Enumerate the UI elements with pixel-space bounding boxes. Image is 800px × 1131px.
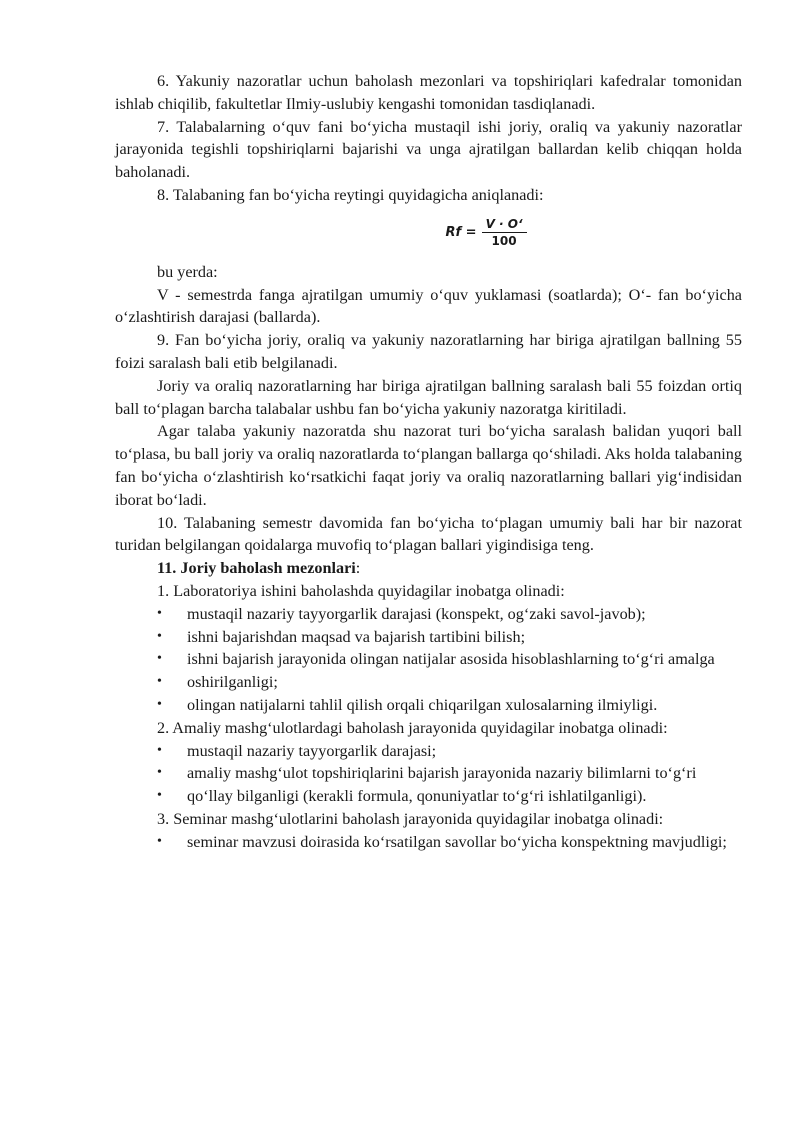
list-item [115,648,742,671]
list-item [115,603,742,626]
bullet-icon: • [157,742,162,758]
list-item [115,626,742,649]
bullet-icon: • [157,628,162,644]
list-item [115,740,742,763]
paragraph-7: 7. Talabalarning o‘quv fani bo‘yicha mustaqil ishi joriy, oraliq va yakuniy nazoratlar jarayonida tegishli topshiriqlarni bajarishi va unga ajratilgan ballardan kelib chiqqan holda baholanadi. [115,117,742,182]
list-item-text: olingan natijalarni tahlil qilish orqali chiqarilgan xulosalarning ilmiyligi. [187,695,658,714]
lab-intro: 1. Laboratoriya ishini baholashda quyidagilar inobatga olinadi: [157,581,565,600]
paragraph-9: 9. Fan bo‘yicha joriy, oraliq va yakuniy nazoratlarning har biriga ajratilgan ballning 55 foizi saralash bali etib belgilanadi. [115,331,742,372]
seminar-list [115,831,742,854]
list-item [115,831,742,854]
practice-list [115,740,742,808]
bullet-icon: • [157,674,162,690]
list-item-text: mustaqil nazariy tayyorgarlik darajasi; [187,741,437,760]
bullet-icon: • [157,765,162,781]
section-heading [115,557,742,580]
list-item [115,762,742,785]
where-label: bu yerda: [157,262,218,281]
list-item-text: oshirilganligi; [187,673,278,692]
list-item-text: qo‘llay bilganligi (kerakli formula, qonuniyatlar to‘g‘ri ishlatilganligi). [187,787,647,806]
formula-lhs: Rf = [445,225,477,241]
bullet-icon: • [157,696,162,712]
rating-formula [115,211,742,255]
list-item-text: ishni bajarish jarayonida olingan natijalar asosida hisoblashlarning to‘g‘ri amalga [187,650,715,669]
bullet-icon: • [157,605,162,621]
formula-denominator: 100 [491,234,517,249]
formula-numerator: V · O‘ [482,217,527,233]
lab-list [115,603,742,717]
practice-intro: 2. Amaliy mashg‘ulotlardagi baholash jarayonida quyidagilar inobatga olinadi: [157,718,668,737]
list-item [115,694,742,717]
list-item-text: amaliy mashg‘ulot topshiriqlarini bajarish jarayonida nazariy bilimlarni to‘g‘ri [187,764,697,783]
list-item-text: ishni bajarishdan maqsad va bajarish tartibini bilish; [187,627,526,646]
list-item [115,671,742,694]
formula-fraction [482,217,527,248]
bullet-icon: • [157,833,162,849]
list-item-text: mustaqil nazariy tayyorgarlik darajasi (konspekt, og‘zaki savol-javob); [187,604,646,623]
seminar-intro: 3. Seminar mashg‘ulotlarini baholash jarayonida quyidagilar inobatga olinadi: [157,809,664,828]
list-item [115,785,742,808]
heading-colon: : [355,559,361,578]
paragraph-10: 10. Talabaning semestr davomida fan bo‘yicha to‘plagan umumiy bali har bir nazorat turidan belgilangan qoidalarga muvofiq to‘plagan ballari yigindisiga teng. [115,513,742,555]
heading-text: 11. Joriy baholash mezonlari [157,559,356,578]
definitions: V - semestrda fanga ajratilgan umumiy o‘quv yuklamasi (soatlarda); O‘- fan bo‘yicha o‘zlashtirish darajasi (ballarda). [115,285,742,327]
paragraph-6: 6. Yakuniy nazoratlar uchun baholash mezonlari va topshiriqlari kafedralar tomonidan ishlab chiqilib, fakultetlar Ilmiy-uslubiy kengashi tomonidan tasdiqlanadi. [115,72,742,113]
list-item-text: seminar mavzusi doirasida ko‘rsatilgan savollar bo‘yicha konspektning mavjudligi; [187,832,727,851]
bullet-icon: • [157,788,162,804]
bullet-icon: • [157,651,162,667]
paragraph-9c: Agar talaba yakuniy nazoratda shu nazorat turi bo‘yicha saralash balidan yuqori ball to‘plasa, bu ball joriy va oraliq nazoratlarda to‘plangan ballarga qo‘shiladi. Aks holda talabaning fan bo‘yicha o‘zlashtirish ko‘rsatkichi faqat joriy va oraliq nazoratlarning ballari yig‘indisidan iborat bo‘ladi. [115,422,742,509]
paragraph-9b: Joriy va oraliq nazoratlarning har biriga ajratilgan ballning saralash bali 55 foizdan ortiq ball to‘plagan barcha talabalar ushbu fan bo‘yicha yakuniy nazoratga kiritiladi. [115,376,742,418]
paragraph-8: 8. Talabaning fan bo‘yicha reytingi quyidagicha aniqlanadi: [157,185,544,204]
